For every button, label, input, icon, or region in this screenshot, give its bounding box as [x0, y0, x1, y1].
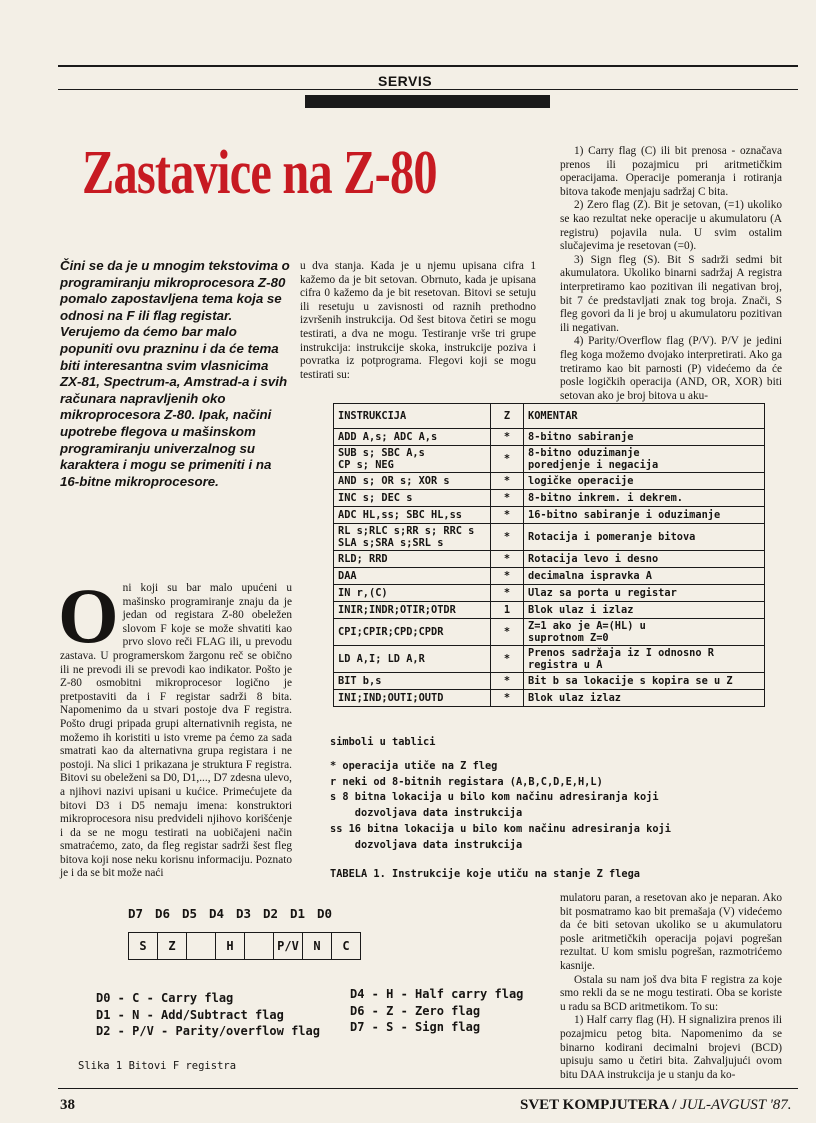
lead-paragraph: Čini se da je u mnogim tekstovima o programiranju mikroprocesora Z-80 pomalo zapostavljena tema koja se odnosi na F ili flag registar. Verujemo da ćemo bar malo popuniti ovu prazninu i da će tema biti interesantna svim vlasnicima ZX-81, Spectrum-a, Amstrad-a i svih računara napravljenih oko mikroprocesora Z-80. Ipak, načini upotrebe flegova u mašinskom programiranju univerzalnog su karaktera i mogu se primeniti i na 16-bitne mikroprocesore. — [60, 258, 290, 489]
legend-line: D7 - S - Sign flag — [350, 1020, 481, 1034]
body-column-right-bottom — [560, 892, 782, 1082]
register-cell: S — [129, 933, 158, 959]
flag-legend-right — [350, 986, 523, 1036]
bit-label: D1 — [290, 906, 306, 921]
bit-label: D6 — [155, 906, 171, 921]
bit-label: D4 — [209, 906, 225, 921]
instruction-cell: ADC HL,ss; SBC HL,ss — [334, 507, 491, 524]
comment-cell: 8-bitno inkrem. i dekrem. — [524, 490, 765, 507]
register-cell: P/V — [274, 933, 303, 959]
comment-cell: Prenos sadržaja iz I odnosno R registra u A — [524, 646, 765, 673]
footer-rule — [58, 1088, 798, 1089]
symbol-line: ss 16 bitna lokacija u bilo kom načinu adresiranja koji — [330, 822, 671, 835]
instruction-cell: INC s; DEC s — [334, 490, 491, 507]
comment-cell: Z=1 ako je A=(HL) u suprotnom Z=0 — [524, 619, 765, 646]
instruction-cell: INIR;INDR;OTIR;OTDR — [334, 602, 491, 619]
register-cell: Z — [158, 933, 187, 959]
table-row — [334, 429, 765, 446]
column-header: Z — [491, 404, 524, 429]
body-mid-text: u dva stanja. Kada je u njemu upisana cifra 1 kažemo da je bit setovan. Obrnuto, kada je upisana cifra 0 kažemo da je bit resetovan. Bitovi se setuju ili resetuju u zavisnosti od raznih prethodno izvršenih instrukcija. Od šest bitova četiri se mogu testirati, a dva ne mogu. Testiranje vrše tri grupe instrukcija: instrukcije skoka, instrukcije poziva i povratka iz potprograma. Flegovi koji se mogu testirati su: — [300, 260, 536, 381]
comment-cell: 8-bitno sabiranje — [524, 429, 765, 446]
legend-line: D6 - Z - Zero flag — [350, 1003, 481, 1018]
comment-cell: Blok ulaz i izlaz — [524, 602, 765, 619]
register-cell: C — [342, 939, 350, 953]
symbols-legend — [330, 735, 671, 854]
z-flag-cell: * — [491, 524, 524, 551]
bit-label: D3 — [236, 906, 252, 921]
table-row — [334, 473, 765, 490]
table-row — [334, 446, 765, 473]
z-flag-cell: * — [491, 473, 524, 490]
z-flag-cell: * — [491, 507, 524, 524]
legend-line: D1 - N - Add/Subtract flag — [96, 1007, 284, 1022]
z-flag-cell: * — [491, 490, 524, 507]
comment-cell: decimalna ispravka A — [524, 568, 765, 585]
legend-line: D0 - C - Carry flag — [96, 991, 234, 1005]
column-header: KOMENTAR — [524, 404, 765, 429]
z-flag-cell: * — [491, 429, 524, 446]
column-header: INSTRUKCIJA — [334, 404, 491, 429]
instruction-cell: RL s;RLC s;RR s; RRC s SLA s;SRA s;SRL s — [334, 524, 491, 551]
right-paragraph: 1) Half carry flag (H). H signalizira prenos ili pozajmicu petog bita. Napomenimo da se binarno kodirani decimalni brojevi (BCD) upisuju samo u četiri bita. Zahvaljujući ovom bitu DAA instrukcija je u stanju da ko- — [560, 1014, 782, 1081]
z-flag-cell: * — [491, 585, 524, 602]
symbol-line: s 8 bitna lokacija u bilo kom načinu adresiranja koji — [330, 791, 659, 804]
body-column-left — [58, 572, 292, 881]
legend-line: D2 - P/V - Parity/overflow flag — [96, 1024, 320, 1038]
table-row — [334, 619, 765, 646]
instruction-table — [333, 403, 765, 707]
register-cell: N — [303, 933, 332, 959]
bit-label: D2 — [263, 906, 279, 921]
header-rule — [58, 89, 798, 90]
register-cell: H — [216, 933, 245, 959]
figure-caption: Slika 1 Bitovi F registra — [78, 1060, 237, 1072]
body-column-right-top — [560, 145, 782, 403]
right-paragraph: 3) Sign fleg (S). Bit S sadrži sedmi bit akumulatora. Ukoliko binarni sadržaj A registra interpretiramo kao pozitivan ili negativan broj, bit 7 će predstavljati znak tog broja. Znači, S fleg govori da li je broj u akumulatoru pozitivan ili negativan. — [560, 253, 782, 334]
issue-date: JUL-AVGUST '87. — [680, 1097, 792, 1113]
z-flag-cell: * — [491, 673, 524, 690]
f-register-diagram — [128, 932, 361, 960]
bit-label: D0 — [317, 906, 333, 921]
right-paragraph: 1) Carry flag (C) ili bit prenosa - označava prenos ili pozajmicu pri aritmetičkim operacijama. Operacije pomeranja i rotiranja bitova takođe menjaju sadržaj C bita. — [560, 145, 782, 198]
table-caption: TABELA 1. Instrukcije koje utiču na stanje Z flega — [330, 868, 640, 880]
instruction-cell: AND s; OR s; XOR s — [334, 473, 491, 490]
instruction-cell: ADD A,s; ADC A,s — [334, 429, 491, 446]
instruction-cell: BIT b,s — [334, 673, 491, 690]
bit-label: D5 — [182, 906, 198, 921]
right-paragraph: Ostala su nam još dva bita F registra za koje smo rekli da se ne mogu testirati. Oba se koriste u radu sa BCD aritmetikom. To su: — [560, 973, 782, 1013]
symbol-line: dozvoljava data instrukcija — [330, 807, 523, 820]
comment-cell: Ulaz sa porta u registar — [524, 585, 765, 602]
z-flag-cell: * — [491, 619, 524, 646]
legend-line: D4 - H - Half carry flag — [350, 987, 524, 1001]
table-row — [334, 673, 765, 690]
instruction-cell: RLD; RRD — [334, 551, 491, 568]
table-row — [334, 490, 765, 507]
magazine-name: SVET KOMPJUTERA / — [520, 1097, 677, 1113]
instruction-cell: SUB s; SBC A,s CP s; NEG — [334, 446, 491, 473]
right-paragraph: 4) Parity/Overflow flag (P/V). P/V je jedini fleg koga možemo dvojako interpretirati. Ako ga tretiramo kao bit parnosti (P) videćemo da će posle logičkih operacija (AND, OR, XOR) biti setovan ako je broj bitova u aku- — [560, 335, 782, 402]
comment-cell: Rotacija i pomeranje bitova — [524, 524, 765, 551]
register-cell — [245, 933, 274, 959]
z-flag-cell: * — [491, 446, 524, 473]
table-row — [334, 585, 765, 602]
register-cell — [187, 933, 216, 959]
right-paragraph: 2) Zero flag (Z). Bit je setovan, (=1) ukoliko se kao rezultat neke operacije u akumulatoru (A registru) pojavila nula. U svim ostalim slučajevima je resetovan (=0). — [560, 199, 782, 253]
instruction-cell: CPI;CPIR;CPD;CPDR — [334, 619, 491, 646]
symbol-line: r neki od 8-bitnih registara (A,B,C,D,E,H,L) — [330, 775, 603, 788]
instruction-cell: DAA — [334, 568, 491, 585]
z-flag-cell: * — [491, 568, 524, 585]
drop-cap: O — [58, 572, 119, 659]
z-flag-cell: * — [491, 646, 524, 673]
comment-cell: Blok ulaz izlaz — [524, 690, 765, 707]
top-rule — [58, 65, 798, 67]
bit-label: D7 — [128, 906, 144, 921]
comment-cell: logičke operacije — [524, 473, 765, 490]
z-flag-cell: * — [491, 690, 524, 707]
section-bar — [305, 95, 550, 108]
body-left-text: ni koji su bar malo upućeni u mašinsko programiranje znaju da je jedan od registara Z-80 obeležen slovom F koje se može shvatiti kao prvo slovo reči FLAG ili, u prevodu zastava. U programerskom žargonu reč se obično ili ne prevodi ili se prevodi kao indikator. Pošto je Z-80 osmobitni mikroprocesor logično je pretpostaviti da i F registar sadrži 8 bita. Napomenimo da u stvari postoje dva F registra. Pošto drugi pripada grupi alternativnih regista, ne možemo ih koristiti u isto vreme pa ćemo za sada smatrati kao da alternativna grupa registara i ne postoji. Na slici 1 prikazana je struktura F registra. Bitovi su obeleženi sa D0, D1,..., D7 zdesna ulevo, a njihovi nazivi upisani u kućice. Primećujete da bitovi D3 i D5 nemaju imena: konstruktori mikroprocesora nisu predvideli njihovo korišćenje i da se ne mogu testirati na uobičajeni način smatraćemo, zato, da fleg registar sadrži šest fleg bitova koji nose neku korisnu informaciju. Poznato je i da se bit može naći — [60, 582, 292, 880]
instruction-cell: LD A,I; LD A,R — [334, 646, 491, 673]
table-row — [334, 524, 765, 551]
z-flag-cell: * — [491, 551, 524, 568]
bit-labels — [128, 906, 344, 921]
article-title: Zastavice na Z-80 — [82, 139, 437, 207]
right-paragraph: mulatoru paran, a resetovan ako je neparan. Ako bit posmatramo kao bit premašaja (V) videćemo da će biti setovan ukoliko se u akumulatoru posle aritmetičkih operacija pojavi pogrešan rezultat. U kom smislu pogrešan, razmotrićemo kasnije. — [560, 892, 782, 972]
symbols-title: simboli u tablici — [330, 736, 436, 748]
page-number: 38 — [60, 1097, 75, 1113]
comment-cell: Bit b sa lokacije s kopira se u Z — [524, 673, 765, 690]
table-row — [334, 602, 765, 619]
instruction-cell: IN r,(C) — [334, 585, 491, 602]
z-flag-cell: 1 — [491, 602, 524, 619]
table-row — [334, 568, 765, 585]
table-row — [334, 507, 765, 524]
table-body — [334, 429, 765, 707]
table-row — [334, 646, 765, 673]
comment-cell: 8-bitno oduzimanje poredjenje i negacija — [524, 446, 765, 473]
table-header-row — [334, 404, 765, 429]
comment-cell: 16-bitno sabiranje i oduzimanje — [524, 507, 765, 524]
comment-cell: Rotacija levo i desno — [524, 551, 765, 568]
table-row — [334, 551, 765, 568]
symbol-line: * operacija utiče na Z fleg — [330, 759, 498, 772]
flag-legend-left — [96, 990, 320, 1040]
symbol-line: dozvoljava data instrukcija — [330, 838, 523, 851]
footer-magazine — [520, 1097, 792, 1114]
table-row — [334, 690, 765, 707]
section-label: SERVIS — [378, 73, 433, 89]
instruction-cell: INI;IND;OUTI;OUTD — [334, 690, 491, 707]
body-column-mid — [300, 260, 536, 382]
